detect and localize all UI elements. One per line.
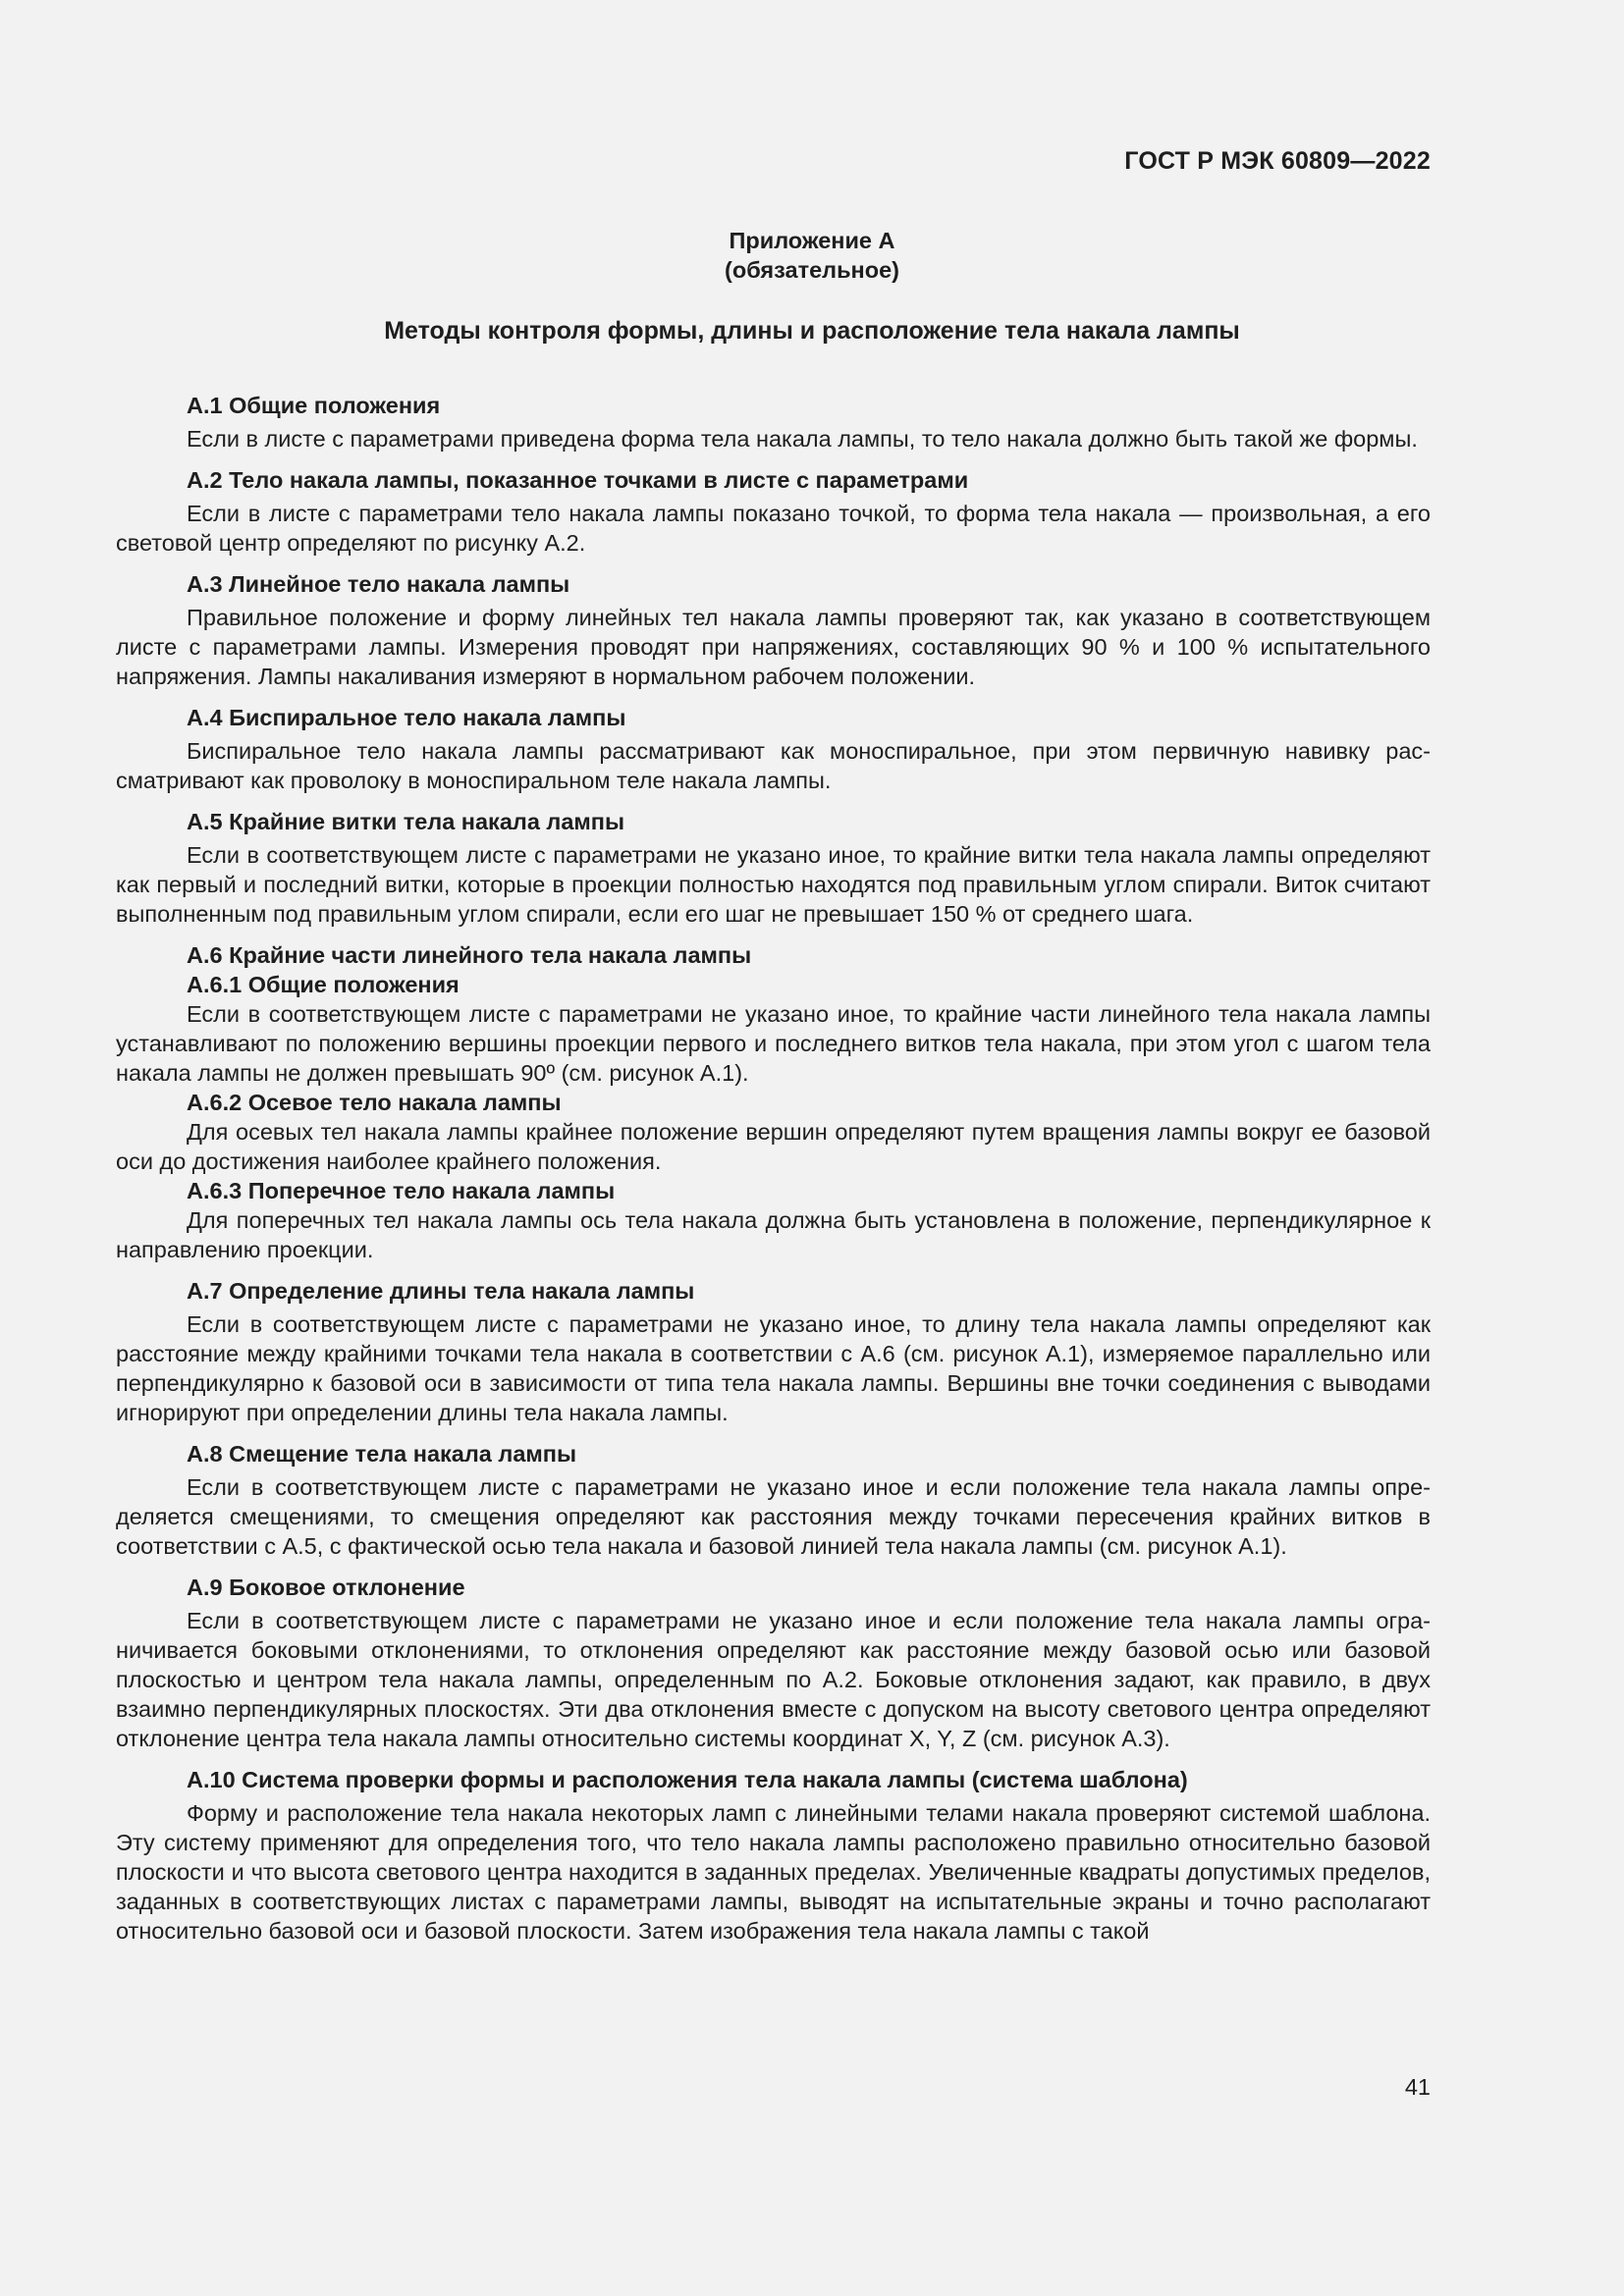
standard-code: ГОСТ Р МЭК 60809—2022 <box>1124 147 1431 175</box>
appendix-label: Приложение А <box>729 228 895 253</box>
section-heading: А.3 Линейное тело накала лампы <box>187 571 570 597</box>
section-heading: А.10 Система проверки формы и расположения тела накала лампы (система шаблона) <box>187 1767 1188 1792</box>
section-heading: А.8 Смещение тела накала лампы <box>187 1441 577 1467</box>
section-paragraph: Для осевых тел накала лампы крайнее положение вершин определяют путем вращения лампы вокруг ее базовой оси до достижения наиболее крайнего положения. <box>116 1119 1431 1174</box>
section-heading: А.7 Определение длины тела накала лампы <box>187 1278 695 1304</box>
section-heading: А.9 Боковое отклонение <box>187 1575 465 1600</box>
section-paragraph: Если в соответствующем листе с параметрами не указано иное и если положение тела накала лампы ограничивается боковыми отклонениями, то отклонения определяют как расстояние между базовой осью или базовой плоскостью и центром тела накала лампы, определенным по А.2. Боковые отклонения задают, как правило, в двух взаимно перпендикулярных плоскостях. Эти два отклонения вместе с допуском на высоту светового центра определяют отклонение центра тела накала лампы относительно системы координат X, Y, Z (см. рисунок А.3). <box>116 1608 1431 1751</box>
section-heading: А.1 Общие положения <box>187 393 441 418</box>
section-heading: А.6.3 Поперечное тело накала лампы <box>187 1178 616 1203</box>
section-paragraph: Если в соответствующем листе с параметрами не указано иное, то крайние витки тела накала лампы определяют как первый и последний витки, которые в проекции полностью находятся под правильным углом спирали. Виток считают выполненным под правильным углом спирали, если его шаг не превышает 150 % от среднего шага. <box>116 842 1431 927</box>
section-paragraph: Если в соответствующем листе с параметрами не указано иное и если положение тела накала лампы определяется смещениями, то смещения определяют как расстояния между точками пересечения крайних витков в соответствии с А.5, с фактической осью тела накала и базовой линией тела накала лампы (см. рисунок А.1). <box>116 1474 1431 1559</box>
section-heading: А.5 Крайние витки тела накала лампы <box>187 809 625 834</box>
section-paragraph: Биспиральное тело накала лампы рассматривают как моноспиральное, при этом первичную навивку рассматривают как проволоку в моноспиральном теле накала лампы. <box>116 738 1431 793</box>
section-heading: А.2 Тело накала лампы, показанное точками в листе с параметрами <box>187 467 969 493</box>
section-paragraph: Если в соответствующем листе с параметрами не указано иное, то длину тела накала лампы определяют как расстояние между крайними точками тела накала в соответствии с А.6 (см. рисунок А.1), измеряемое параллельно или перпендикулярно к базовой оси в зависимости от типа тела накала лампы. Вершины вне точки соединения с выводами игнорируют при определении длины тела накала лампы. <box>116 1311 1431 1425</box>
appendix-title: Методы контроля формы, длины и расположение тела накала лампы <box>384 317 1240 345</box>
section-heading: А.4 Биспиральное тело накала лампы <box>187 705 626 730</box>
section-paragraph: Форму и расположение тела накала некоторых ламп с линейными телами накала проверяют системой шаблона. Эту систему применяют для определения того, что тело накала лампы расположено правильно относительно базовой плоскости и что высота светового центра находится в заданных пределах. Увеличенные квадраты допустимых пределов, заданных в соответствующих листах с параметрами лампы, выводят на испытательные экраны и точно располагают относительно базовой оси и базовой плоскости. Затем изображения тела накала лампы с такой <box>116 1800 1431 1944</box>
document-body <box>116 391 1431 1946</box>
appendix-heading <box>0 226 1624 285</box>
appendix-status: (обязательное) <box>725 257 899 283</box>
section-paragraph: Если в листе с параметрами тело накала лампы показано точкой, то форма тела накала — произвольная, а его световой центр определяют по рисунку А.2. <box>116 501 1431 556</box>
section-paragraph: Если в соответствующем листе с параметрами не указано иное, то крайние части линейного тела накала лампы устанавливают по положению вершины проекции первого и последнего витков тела накала, при этом угол с шагом тела накала лампы не должен превышать 90º (см. рисунок А.1). <box>116 1001 1431 1086</box>
section-heading: А.6 Крайние части линейного тела накала лампы <box>187 942 752 968</box>
section-heading: А.6.1 Общие положения <box>187 972 460 997</box>
section-paragraph: Если в листе с параметрами приведена форма тела накала лампы, то тело накала должно быть такой же формы. <box>187 426 1418 452</box>
section-heading: А.6.2 Осевое тело накала лампы <box>187 1090 562 1115</box>
section-paragraph: Правильное положение и форму линейных тел накала лампы проверяют так, как указано в соответствующем листе с параметрами лампы. Измерения проводят при напряжениях, составляющих 90 % и 100 % испытательного напряжения. Лампы накаливания измеряют в нормальном рабочем положении. <box>116 605 1431 689</box>
page-number: 41 <box>1404 2074 1431 2100</box>
section-paragraph: Для поперечных тел накала лампы ось тела накала должна быть установлена в положение, перпендикулярное к направлению проекции. <box>116 1207 1431 1262</box>
